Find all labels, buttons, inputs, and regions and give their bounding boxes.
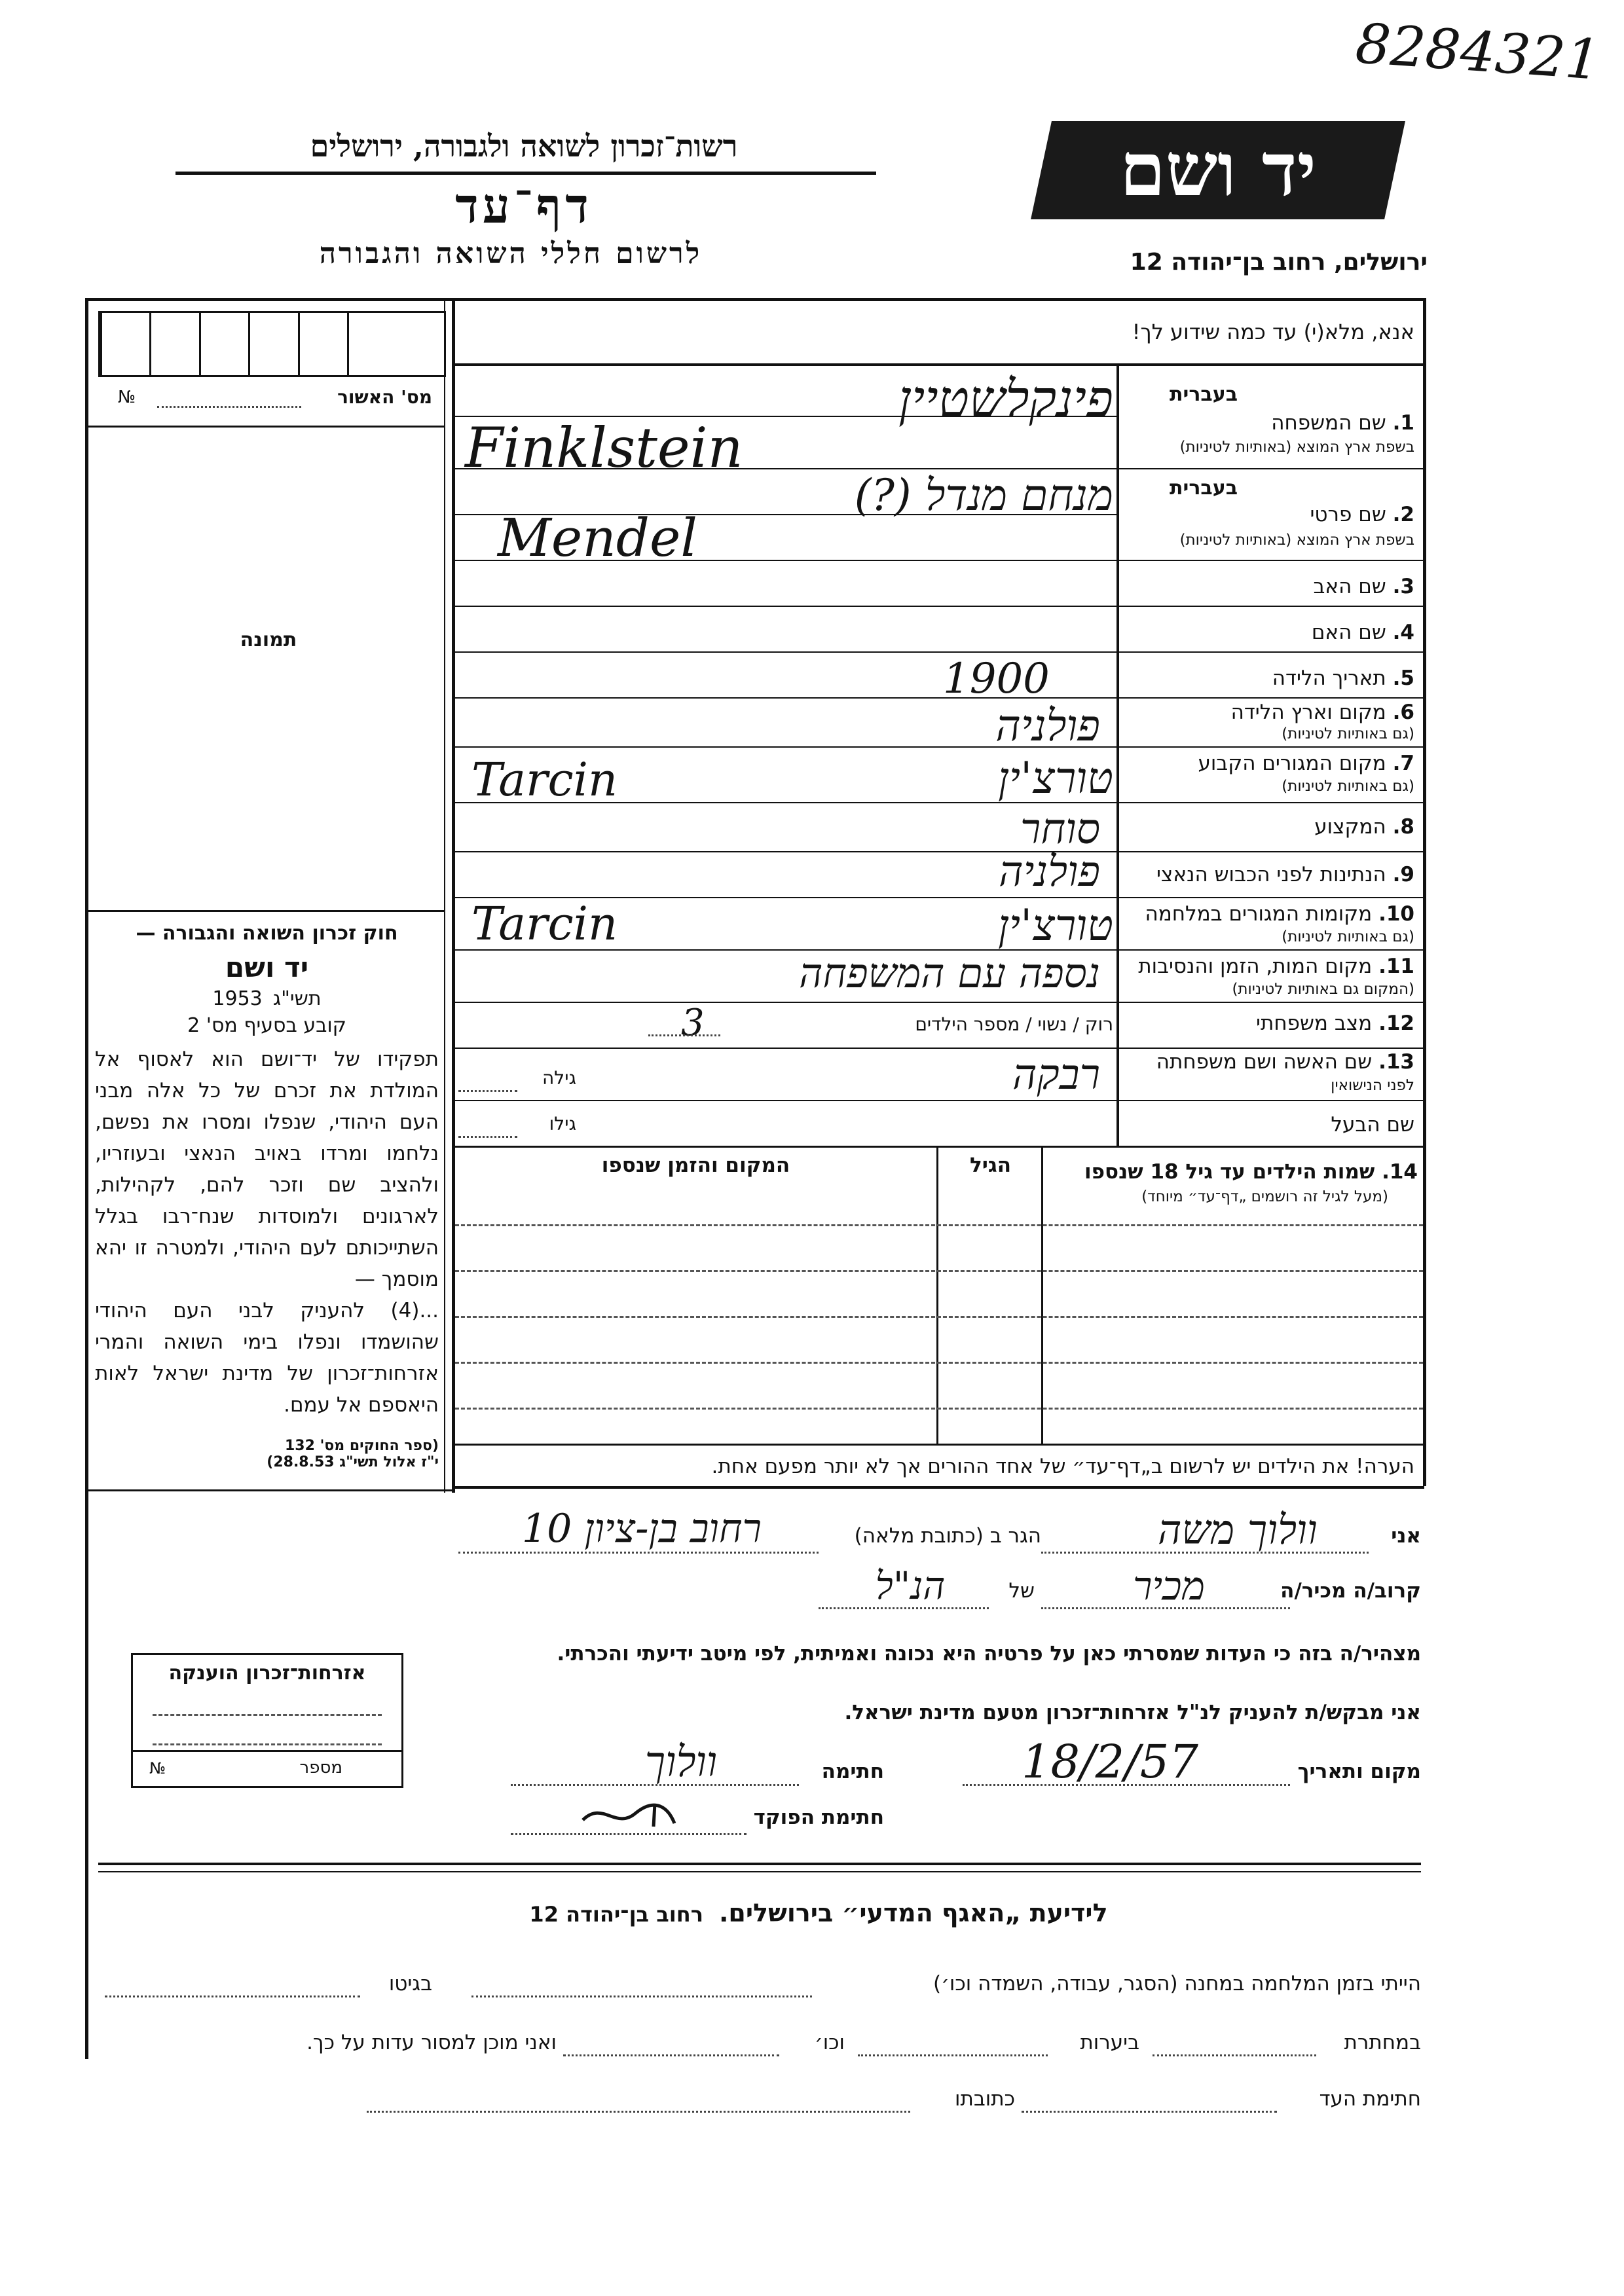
approval-label: מס' האשור (337, 386, 432, 408)
intro-divider (452, 363, 1424, 366)
law-title: חוק זכרון השואה והגבורה — (136, 922, 398, 945)
birth-place-value[interactable]: פולניה (995, 701, 1100, 751)
relation-line (1041, 1607, 1290, 1609)
row-divider-12 (455, 1048, 1424, 1049)
husband-name-value[interactable] (589, 1106, 1100, 1139)
witness-address-line[interactable] (367, 2111, 910, 2113)
law-block (95, 917, 439, 1470)
given-name-hebrew-value[interactable]: מנחם מנדל (?) (854, 470, 1113, 520)
law-source: (ספר החוקים מס' 132 (284, 1438, 439, 1454)
declarant-address-value[interactable]: רחוב בן-ציון 10 (521, 1506, 762, 1552)
form-title: דף־עד (455, 178, 593, 234)
citizenship-granted-box (131, 1653, 403, 1788)
husband-age-line[interactable] (458, 1136, 517, 1138)
field2-hebrew-tag: בעברית (1170, 477, 1238, 500)
place-date-value[interactable]: 18/2/57 (1022, 1735, 1198, 1789)
citizenship-no-sign: № (149, 1759, 166, 1777)
citizenship-line-2[interactable] (153, 1743, 382, 1745)
wartime-residence-latin-value[interactable]: Tarcin (471, 897, 618, 951)
camp-line[interactable] (471, 1995, 812, 1997)
row-divider-3 (455, 606, 1424, 607)
header-address: ירושלים, רחוב בן־יהודה 12 (1130, 249, 1428, 276)
law-clause: ...(4) להעניק לבני העם היהודי שהושמדו ונפלו בימי השואה והמרי אזרחות־זכרון של מדינת ישראל לאות היאספם אל עמם. (95, 1299, 439, 1417)
field13-sub: לפני הנישואין (1331, 1077, 1414, 1094)
left-column-inner-line (444, 298, 445, 1493)
relative-label: קרוב/ה מכיר/ה (1280, 1579, 1421, 1603)
row-divider-4 (455, 651, 1424, 653)
field5-label: 5. תאריך הלידה (1272, 666, 1414, 690)
left-column-right-edge (452, 298, 455, 1493)
underground-label: במחתרת (1344, 2031, 1421, 2054)
row-divider-14 (455, 1146, 1424, 1148)
children-count-value[interactable]: 3 (681, 1002, 705, 1044)
residence-hebrew-value[interactable]: טורצ'ין (997, 753, 1113, 803)
yad-vashem-logo (1031, 121, 1405, 219)
official-signature-line (511, 1833, 747, 1835)
field6-label: 6. מקום וארץ הלידה (1230, 701, 1414, 724)
underground-line[interactable] (1153, 2054, 1316, 2056)
declarant-line (1041, 1552, 1369, 1554)
birth-date-value[interactable]: 1900 (943, 655, 1050, 703)
science-title: לידיעת „האגף המדעי״ בירושלים. (718, 1899, 1108, 1927)
husband-name-label: שם הבעל (1331, 1113, 1414, 1137)
of-value[interactable]: הנ"ל (875, 1563, 946, 1608)
photo-bottom (88, 910, 445, 912)
row-divider-11 (455, 1002, 1424, 1003)
ghetto-line[interactable] (105, 1995, 360, 1997)
children-sub: (מעל לגיל זה רושמים „דף־עד״ מיוחד) (1141, 1188, 1388, 1205)
children-row-1[interactable] (455, 1224, 1423, 1226)
field1-label: 1. שם המשפחה (1271, 411, 1414, 435)
children-place-header: המקום והזמן שנספו (601, 1154, 790, 1177)
children-bottom (455, 1444, 1424, 1446)
field12-label: 12. מצב משפחתי (1256, 1011, 1414, 1035)
frame-top (85, 298, 1426, 301)
field8-label: 8. המקצוע (1314, 815, 1414, 839)
field4-label: 4. שם האם (1311, 621, 1414, 644)
death-place-value[interactable]: נספה עם המשפחה (799, 949, 1100, 997)
declarant-name-value[interactable]: וולוך משה (1158, 1506, 1318, 1554)
field7-label: 7. מקום המגורים הקבוע (1198, 752, 1414, 775)
approval-divider (88, 426, 445, 428)
etc-line[interactable] (563, 2054, 779, 2056)
of-line (819, 1607, 989, 1609)
law-section: קובע בסעיף מס' 2 (187, 1014, 346, 1037)
place-date-label: מקום ותאריך (1297, 1760, 1421, 1783)
field1-sub: בשפת ארץ המוצא (באותיות לטיניות) (1179, 439, 1414, 456)
witness-address-label: כתובתו (955, 2087, 1015, 2111)
form-subtitle: לרשום חללי השואה והגבורה (319, 237, 703, 270)
note-bottom (455, 1486, 1424, 1489)
husband-age-label: גילו (549, 1113, 576, 1135)
field6-sub: (גם באותיות לטיניות) (1282, 725, 1414, 742)
field11-label: 11. מקום המות, הזמן והנסיבות (1138, 955, 1414, 978)
approval-number-boxes[interactable] (98, 311, 446, 377)
law-date: י"ז אלול תשי"ג 28.8.53) (267, 1454, 439, 1470)
witness-signature-line[interactable] (1022, 2111, 1277, 2113)
children-col-2 (936, 1146, 938, 1444)
science-separator-top (98, 1863, 1421, 1865)
law-year: 1953 (212, 987, 263, 1010)
field2-label: 2. שם פרטי (1310, 503, 1414, 526)
label-column-separator (1116, 363, 1119, 1146)
field2-sub: בשפת ארץ המוצא (באותיות לטיניות) (1179, 532, 1414, 549)
field7-sub: (גם באותיות לטיניות) (1282, 778, 1414, 795)
law-body: תפקידו של יד־ושם הוא לאסוף אל המולדת את זכרם של כל אלה מבני העם היהודי, שנפלו ומסרו את נפשם, נלחמו ומרדו באויב הנאצי ובעוזריו, ולהציב שם וזכר להם, לקהילות, לארגונים ולמוסדות שנח־רבו בגלל השתייכותם לעם היהודי, ולמטרה זו יהא מוסמך — (95, 1048, 439, 1291)
intro-text: אנא, מלא(י) עד כמה שידוע לך! (1132, 319, 1414, 344)
surname-hebrew-value[interactable]: פינקלשטיין (898, 370, 1113, 429)
relation-value[interactable]: מכיר (1132, 1563, 1206, 1609)
row-divider-5 (455, 697, 1424, 699)
declaration-request: אני מבקש/ת להעניק לנ"ל אזרחות־זכרון מטעם מדינת ישראל. (844, 1701, 1421, 1724)
forests-line[interactable] (858, 2054, 1048, 2056)
children-row-2[interactable] (455, 1270, 1423, 1272)
approval-number-line[interactable] (157, 406, 301, 408)
wife-age-label: גילה (542, 1067, 576, 1089)
left-column-bottom (88, 1489, 455, 1491)
official-signature-mark[interactable] (576, 1794, 707, 1833)
address-line (458, 1552, 819, 1554)
witness-signature-label: חתימת העד (1319, 2087, 1421, 2111)
logo-text: יד ושם (1119, 127, 1317, 213)
frame-left (85, 298, 88, 2059)
field1-hebrew-tag: בעברית (1170, 383, 1238, 406)
children-count-line (648, 1034, 720, 1036)
children-row-5[interactable] (455, 1408, 1423, 1410)
wife-age-line[interactable] (458, 1090, 517, 1092)
wife-name-value[interactable]: רבקה (1012, 1051, 1100, 1099)
family-status-options: רוק / נשוי / מספר הילדים (915, 1013, 1113, 1035)
field10-sub: (גם באותיות לטיניות) (1282, 928, 1414, 945)
ready-label: ואני מוכן למסור עדות על כך. (306, 2031, 557, 2054)
citizenship-box-title: אזרחות־זכרון הוענקה (168, 1662, 366, 1685)
science-address: רחוב בן־יהודה 12 (529, 1902, 703, 1927)
given-name-latin-value[interactable]: Mendel (498, 507, 697, 568)
official-signature-label: חתימת הפוקד (753, 1806, 884, 1829)
science-title-row (458, 1899, 1179, 1927)
official-signature-scribble (576, 1794, 707, 1833)
residence-latin-value[interactable]: Tarcin (471, 753, 618, 807)
photo-label: תמונה (240, 629, 297, 651)
field10-label: 10. מקומות המגורים במלחמה (1145, 902, 1414, 926)
forests-label: ביערות (1080, 2031, 1139, 2054)
citizenship-value[interactable]: פולניה (999, 848, 1100, 896)
law-year-hebrew: תשי"ג (272, 987, 322, 1010)
citizenship-number-label: מספר (299, 1758, 342, 1777)
place-date-line (963, 1784, 1290, 1786)
etc-label: וכו׳ (814, 2031, 845, 2054)
science-line1: הייתי בזמן המלחמה במחנה (הסגר, עבודה, השמדה וכו׳) (932, 1972, 1421, 1995)
resides-label: הגר ב (כתובת מלאה) (854, 1524, 1041, 1548)
authority-name: רשות־זכרון לשואה ולגבורה, ירושלים (310, 128, 738, 164)
of-label: של (1008, 1579, 1035, 1603)
children-row-4[interactable] (455, 1362, 1423, 1364)
note-text: הערה! את הילדים יש לרשום ב„דף־עד״ של אחד ההורים אך לא יותר מפעם אחת. (711, 1455, 1414, 1478)
approval-no-sign: № (118, 388, 136, 407)
declaration-statement: מצהיר/ה בזה כי העדות שמסרתי כאן על פרטיה היא נכונה ואמיתית, לפי מיטב ידיעתי והכרתי. (557, 1642, 1421, 1666)
children-col-1 (1041, 1146, 1043, 1444)
profession-value[interactable]: סוחר (1020, 805, 1100, 854)
field3-label: 3. שם האב (1313, 575, 1414, 598)
citizenship-box-divider (133, 1750, 401, 1752)
authority-rule (175, 172, 876, 175)
children-age-header: הגיל (969, 1154, 1012, 1177)
signature-line (511, 1784, 799, 1786)
ghetto-label: בגיטו (388, 1972, 432, 1995)
archive-number: 8284321 (1354, 11, 1603, 92)
signature-value[interactable]: וולוך (644, 1738, 718, 1787)
field9-label: 9. הנתינות לפני הכבוש הנאצי (1156, 863, 1414, 886)
field13-label: 13. שם האשה ושם משפחתה (1156, 1050, 1414, 1074)
row-divider-13 (455, 1100, 1424, 1101)
children-label: 14. שמות הילדים עד גיל 18 שנספו (1084, 1160, 1418, 1184)
law-name: יד ושם (225, 951, 309, 983)
field11-sub: (המקום גם באותיות לטיניות) (1232, 981, 1414, 998)
frame-right (1423, 298, 1426, 1486)
wartime-residence-hebrew-value[interactable]: טורצ'ין (997, 900, 1113, 951)
science-separator-bottom (98, 1871, 1421, 1872)
citizenship-line-1[interactable] (153, 1714, 382, 1716)
children-row-3[interactable] (455, 1316, 1423, 1318)
signature-label: חתימה (821, 1760, 884, 1783)
surname-latin-value[interactable]: Finklstein (465, 416, 743, 480)
declaration-i-label: אני (1391, 1524, 1421, 1548)
